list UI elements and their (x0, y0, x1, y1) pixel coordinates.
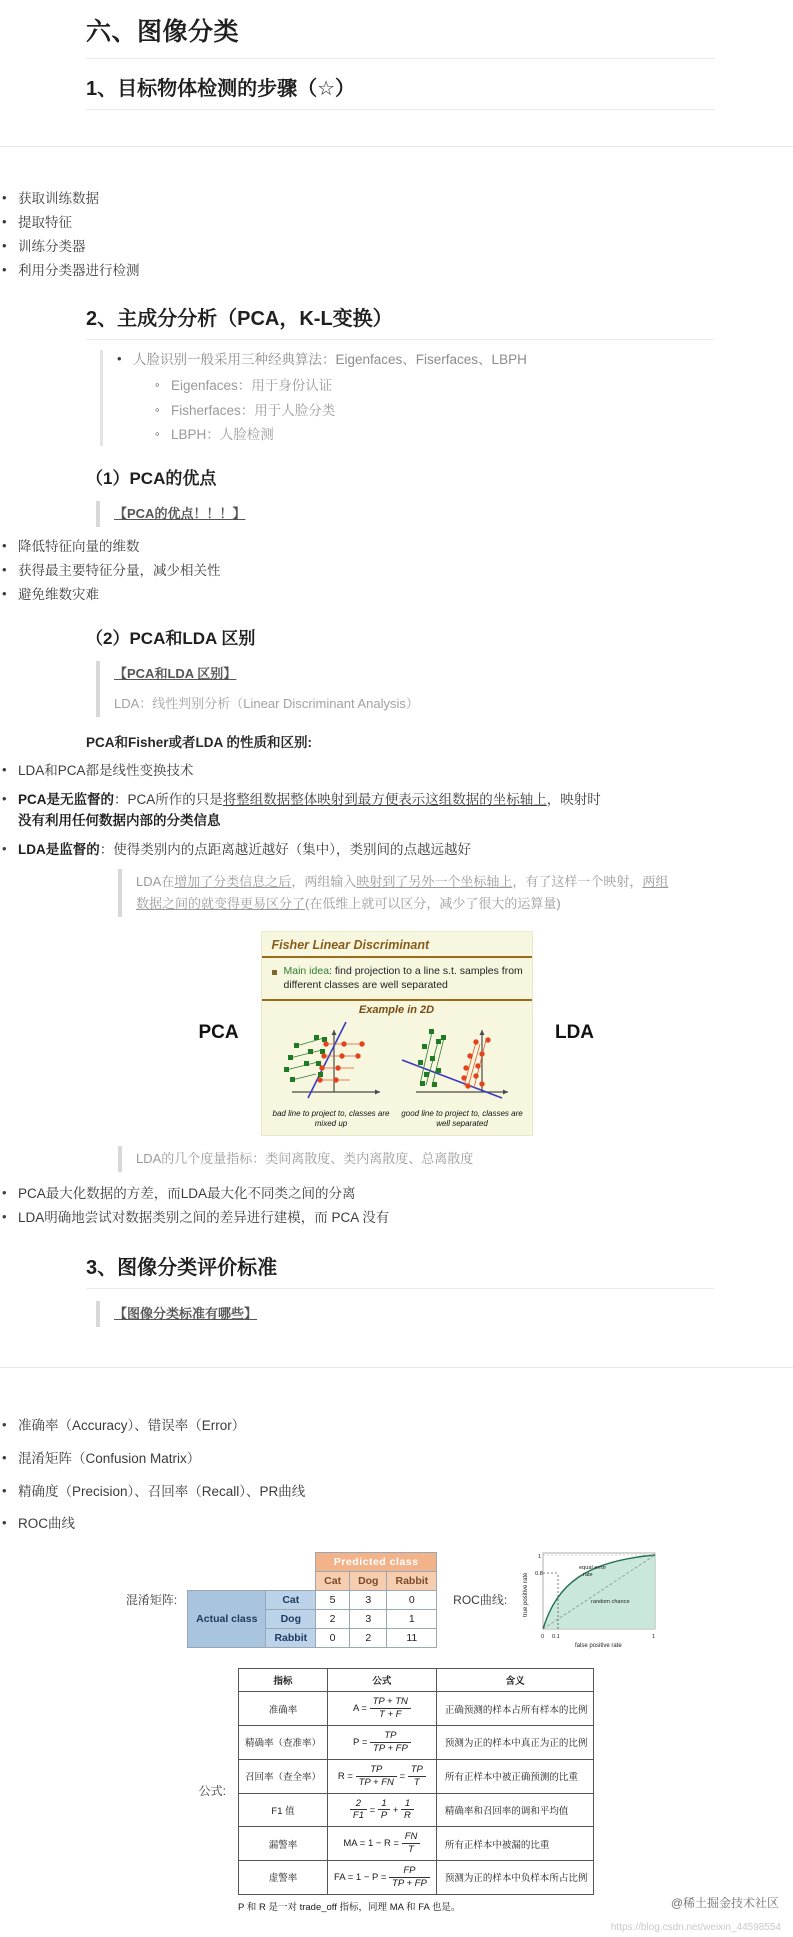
row-header: Rabbit (266, 1628, 316, 1647)
fraction-2: $\frac{1}{P}$ (378, 1798, 390, 1823)
main-idea-text: : find projection to a line s.t. samples from different classes are well separated (283, 965, 523, 992)
metric-name: 准确率 (239, 1692, 328, 1726)
formula-cell (328, 1726, 437, 1760)
formula-cell (328, 1793, 437, 1827)
fraction (402, 1831, 421, 1856)
roc-xlabel: false positive rate (575, 1643, 622, 1650)
meaning-cell: 所有正样本中被正确预测的比重 (436, 1759, 594, 1793)
figure-label-pca: PCA (198, 1022, 239, 1044)
lda-q-f: 两组数据之间的就变得更易区分了 (136, 874, 669, 912)
table-row (239, 1759, 594, 1793)
table-row (188, 1552, 437, 1571)
heading-pca-lda-diff: （2）PCA和LDA 区别 (86, 629, 256, 649)
formula-label: 公式: (198, 1784, 226, 1799)
lda-q-g: (在低维上就可以区分，减少了很大的运算量) (305, 896, 561, 912)
steps-list (0, 189, 793, 282)
list-item (0, 790, 793, 832)
roc-xtick-1: 1 (652, 1634, 656, 1641)
list-item: • 利用分类器进行检测 (0, 261, 793, 282)
list-item: • 人脸识别一般采用三种经典算法：Eigenfaces、Fiserfaces、LBPH (115, 350, 793, 371)
numerator: TP (370, 1730, 411, 1743)
heading-section-3: 3、图像分类评价标准 (86, 1256, 278, 1279)
fraction (350, 1798, 367, 1823)
meaning-cell: 预测为正的样本中真正为正的比例 (436, 1726, 594, 1760)
point-rest: ：PCA所作的只是 (114, 792, 223, 808)
point-text: LDA和PCA都是线性变换技术 (18, 763, 194, 779)
main-idea-label: Main idea (283, 965, 330, 978)
fraction (370, 1696, 411, 1721)
fisher-captions (262, 1109, 532, 1135)
formula-cell (328, 1861, 437, 1895)
fraction (356, 1764, 397, 1789)
denominator: TP + FN (358, 1776, 394, 1788)
pca-lda-points-list (0, 761, 793, 861)
table-row (239, 1827, 594, 1861)
fisher-plots (262, 1018, 532, 1109)
title-divider (86, 58, 715, 59)
fisher-slide (261, 931, 533, 1135)
equals: = (369, 1804, 376, 1816)
lda-q-d: 映射到了另外一个坐标轴上 (356, 874, 513, 890)
quote-text: 【PCA的优点！！！】 (114, 506, 246, 522)
formula-table (238, 1668, 594, 1895)
list-item: ◦ LBPH：人脸检测 (153, 425, 793, 446)
numerator: TP (356, 1764, 397, 1777)
numerator: FN (402, 1831, 421, 1844)
col-header: 指标 (239, 1669, 328, 1692)
figure-label-lda: LDA (554, 1022, 595, 1044)
lda-metrics-quote: LDA的几个度量指标：类间离散度、类内离散度、总离散度 (118, 1146, 793, 1172)
list-item: • PCA最大化数据的方差，而LDA最大化不同类之间的分离 (0, 1184, 793, 1205)
page-title: 六、图像分类 (86, 18, 240, 46)
bullet-square-icon (272, 970, 277, 975)
fraction (389, 1865, 430, 1890)
table-row (239, 1793, 594, 1827)
pca-lda-tail-list (0, 1184, 793, 1229)
cell: 11 (387, 1628, 437, 1647)
quote-text: 【图像分类标准有哪些】 (114, 1305, 258, 1321)
caption-left: bad line to project to, classes are mixed up (272, 1108, 390, 1128)
list-item: • 精确度（Precision）、召回率（Recall）、PR曲线 (0, 1482, 793, 1503)
fisher-title: Fisher Linear Discriminant (262, 932, 532, 958)
list-item: • 获取训练数据 (0, 189, 793, 210)
formula-cell (328, 1759, 437, 1793)
roc-annotation-1: equal error (579, 1565, 607, 1572)
lhs: R = (337, 1770, 353, 1782)
plus: + (392, 1804, 399, 1816)
formula-cell (328, 1827, 437, 1861)
cell: 1 (387, 1609, 437, 1628)
row-header: Cat (266, 1590, 316, 1609)
caption-right: good line to project to, classes are well separated (401, 1108, 523, 1128)
formula-section (0, 1668, 793, 1913)
watermark-url: https://blog.csdn.net/weixin_44598554 (610, 1921, 781, 1933)
confusion-matrix-table (187, 1552, 437, 1648)
metric-name: 漏警率 (239, 1827, 328, 1861)
fraction-2 (408, 1764, 426, 1789)
lhs: P = (353, 1737, 368, 1748)
cell: 2 (350, 1628, 387, 1647)
cell: 0 (316, 1628, 350, 1647)
algorithms-list (115, 350, 793, 371)
actual-class-header: Actual class (188, 1590, 266, 1647)
col-header: Dog (350, 1571, 387, 1590)
criteria-list (0, 1416, 793, 1536)
pca-fisher-lda-nature-label: PCA和Fisher或者LDA 的性质和区别: (86, 735, 313, 751)
classification-criteria-quote (96, 1301, 793, 1327)
lhs: A = (352, 1703, 367, 1715)
denominator: TP + FP (392, 1877, 427, 1889)
table-row (188, 1590, 437, 1609)
equals: = (399, 1770, 406, 1782)
lda-good-projection-plot (398, 1018, 534, 1104)
col-header: 公式 (328, 1669, 437, 1692)
list-item (0, 840, 793, 861)
table-row (239, 1726, 594, 1760)
section-2-divider (86, 339, 715, 340)
point-rest: ：使得类别内的点距离越近越好（集中），类别间的点越远越好 (99, 842, 471, 858)
table-row (239, 1861, 594, 1895)
confusion-matrix-label: 混淆矩阵: (125, 1593, 178, 1608)
lhs: FA = 1 − P = (334, 1872, 387, 1883)
formula-footer-note: P 和 R 是一对 trade_off 指标，同理 MA 和 FA 也是。 (238, 1901, 461, 1913)
list-item: • 准确率（Accuracy）、错误率（Error） (0, 1416, 793, 1437)
band-gap-top (0, 110, 793, 146)
lda-q-c: ，两组输入 (291, 874, 357, 890)
list-item: • 获得最主要特征分量，减少相关性 (0, 561, 793, 582)
metric-name: 虚警率 (239, 1861, 328, 1895)
point-bold: LDA是监督的 (18, 842, 100, 858)
row-header: Dog (266, 1609, 316, 1628)
roc-xtick-0: 0 (541, 1634, 545, 1641)
denominator: TP + FP (373, 1742, 408, 1754)
confusion-and-roc-row (0, 1547, 793, 1652)
fisher-plot-left (262, 1018, 398, 1109)
col-header: Cat (316, 1571, 350, 1590)
denominator: T (408, 1844, 414, 1856)
pca-lda-quote (96, 661, 793, 717)
lda-q-b: 增加了分类信息之后 (174, 874, 292, 890)
fisher-main-idea (284, 964, 524, 992)
roc-svg (517, 1547, 667, 1652)
cell: 3 (350, 1609, 387, 1628)
list-item: ◦ Fisherfaces：用于人脸分类 (153, 401, 793, 422)
metric-name: F1 值 (239, 1793, 328, 1827)
point-underline: 将整组数据整体映射到最方便表示这组数据的坐标轴上 (222, 792, 547, 808)
list-item (0, 761, 793, 782)
cell: 2 (316, 1609, 350, 1628)
fisher-example-title: Example in 2D (262, 999, 532, 1018)
pca-bad-projection-plot (262, 1018, 398, 1104)
metric-name: 召回率（查全率） (239, 1759, 328, 1793)
heading-section-2: 2、主成分分析（PCA，K-L变换） (86, 307, 393, 330)
point-bold-2: 没有利用任何数据内部的分类信息 (18, 813, 221, 829)
col-header: Rabbit (387, 1571, 437, 1590)
roc-ytick-08: 0.8 (535, 1571, 543, 1578)
fraction-3: $\frac{1}{R}$ (401, 1798, 414, 1823)
meaning-cell: 正确预测的样本占所有样本的比例 (436, 1692, 594, 1726)
list-item: • 训练分类器 (0, 237, 793, 258)
table-row (188, 1571, 437, 1590)
fraction (370, 1730, 411, 1755)
pca-advantages-quote (96, 501, 793, 527)
lda-explanation-quote (118, 869, 673, 917)
point-bold: PCA是无监督的 (18, 792, 115, 808)
point-tail: ，映射时 (546, 792, 601, 808)
watermark: @稀土掘金技术社区 (670, 1895, 779, 1910)
roc-annotation-2: random chance (591, 1599, 630, 1606)
algorithms-sublist (153, 376, 793, 447)
meaning-cell: 预测为正的样本中负样本所占比例 (436, 1861, 594, 1895)
fisher-plot-right (398, 1018, 534, 1109)
numerator: TP + TN (370, 1696, 411, 1709)
roc-xtick-01: 0.1 (552, 1634, 560, 1641)
formula-table-wrap (238, 1668, 594, 1913)
numerator-2: TP (408, 1764, 426, 1777)
list-item: • 避免维数灾难 (0, 585, 793, 606)
list-item: • 提取特征 (0, 213, 793, 234)
roc-label: ROC曲线: (453, 1593, 508, 1608)
quote-text: 【PCA和LDA 区别】 (114, 666, 237, 682)
denominator: T + F (379, 1709, 402, 1721)
fisher-linear-discriminant-figure (0, 931, 793, 1135)
lda-q-e: ，有了这样一个映射， (512, 874, 643, 890)
roc-ytick-1: 1 (538, 1554, 542, 1561)
list-item: • ROC曲线 (0, 1514, 793, 1535)
section-3-divider (86, 1288, 715, 1289)
roc-ylabel: true positive rate (523, 1573, 530, 1618)
algorithms-quote-block (100, 350, 793, 447)
svg-text:rate: rate (583, 1572, 593, 1579)
list-item: ◦ Eigenfaces：用于身份认证 (153, 376, 793, 397)
pca-advantages-list (0, 537, 793, 606)
meaning-cell: 所有正样本中被漏的比重 (436, 1827, 594, 1861)
table-row (239, 1692, 594, 1726)
list-item: • LDA明确地尝试对数据类别之间的差异进行建模，而 PCA 没有 (0, 1208, 793, 1229)
document-page (0, 12, 793, 1937)
heading-section-1: 1、目标物体检测的步骤（☆） (86, 78, 356, 100)
metric-name: 精确率（查准率） (239, 1726, 328, 1760)
lhs: MA = 1 − R = (343, 1838, 400, 1850)
predicted-class-header: Predicted class (316, 1552, 437, 1571)
formula-cell (328, 1692, 437, 1726)
cell: 3 (350, 1590, 387, 1609)
numerator: 2 (350, 1798, 367, 1811)
denominator-2: T (413, 1776, 420, 1788)
denominator: F1 (352, 1810, 364, 1822)
numerator: FP (389, 1865, 430, 1878)
cell: 0 (387, 1590, 437, 1609)
lda-q-a: LDA在 (136, 874, 175, 890)
heading-pca-advantages: （1）PCA的优点 (86, 469, 217, 489)
col-header: 含义 (436, 1669, 594, 1692)
lda-definition: LDA：线性判别分析（Linear Discriminant Analysis） (114, 696, 419, 712)
cell: 5 (316, 1590, 350, 1609)
roc-curve-chart (517, 1547, 667, 1652)
meaning-cell: 精确率和召回率的调和平均值 (436, 1793, 594, 1827)
table-row (239, 1669, 594, 1692)
list-item: • 混淆矩阵（Confusion Matrix） (0, 1449, 793, 1470)
list-item: • 降低特征向量的维数 (0, 537, 793, 558)
